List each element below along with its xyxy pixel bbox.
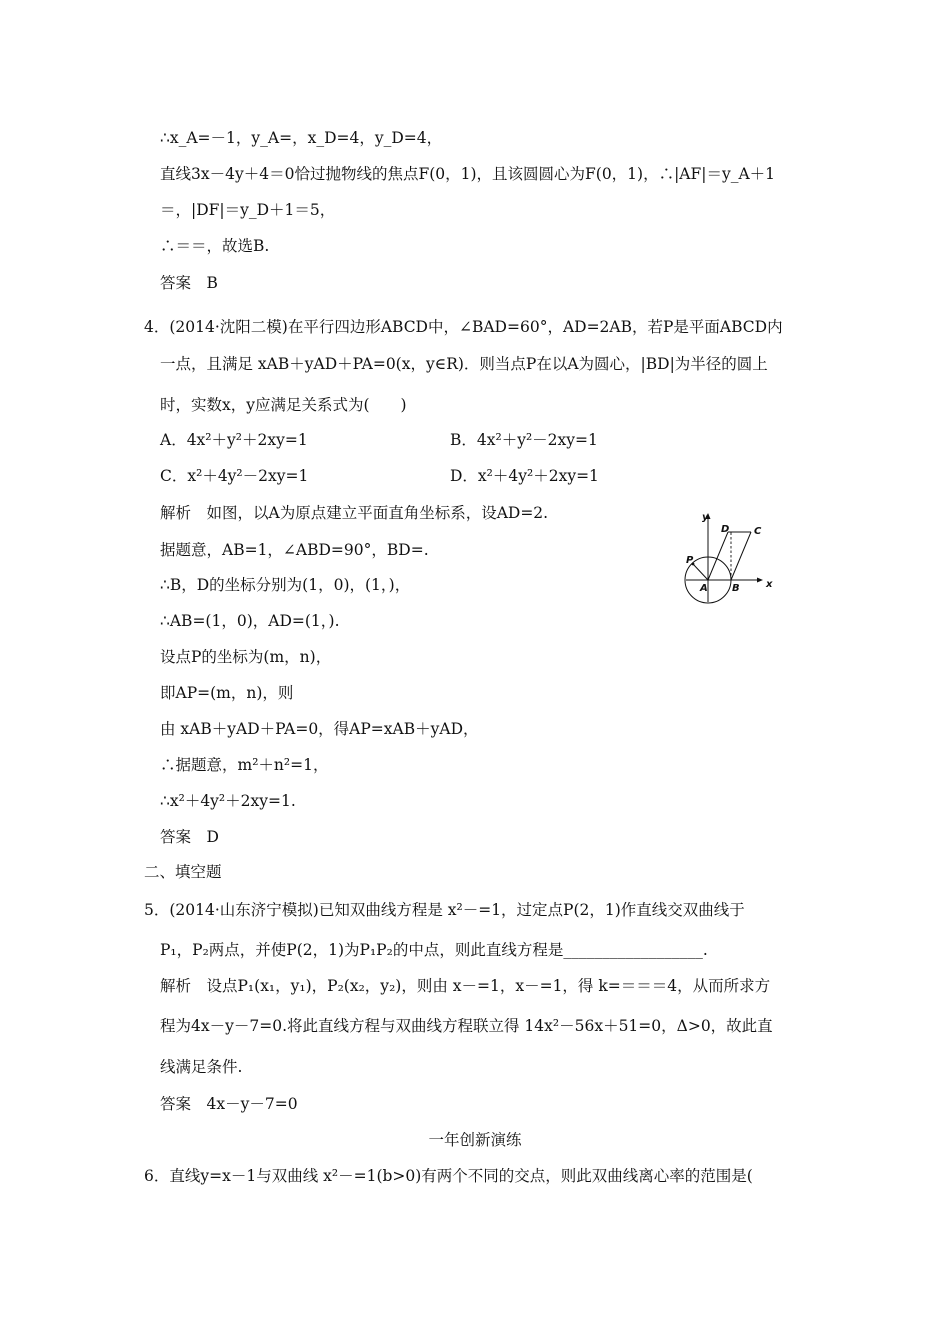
q5-analysis-1: 解析 设点P₁(x₁，y₁)，P₂(x₂，y₂)，则由 x－=1，x－=1，得 k=＝＝＝4，从而所求方: [160, 977, 771, 995]
section-title: 一年创新演练: [428, 1131, 522, 1149]
label-x: x: [766, 579, 773, 590]
segment-ad: [708, 532, 728, 580]
label-y: y: [702, 512, 709, 523]
x-axis-arrow: [757, 578, 763, 583]
line-3: ＝，|DF|＝y_D＋1＝5，: [160, 201, 336, 219]
q5-line-2: P₁，P₂两点，并使P(2，1)为P₁P₂的中点，则此直线方程是__________________.: [160, 941, 708, 959]
q6-line-1: 6．直线y=x－1与双曲线 x²－=1(b>0)有两个不同的交点，则此双曲线离心率的范围是(: [144, 1167, 753, 1185]
q4-option-d: D．x²＋4y²＋2xy=1: [450, 467, 599, 485]
q4-analysis-7: 由 xAB＋yAD＋PA=0，得AP=xAB＋yAD，: [160, 720, 479, 738]
line-4: ∴＝＝，故选B.: [160, 237, 270, 255]
q4-line-1: 4．(2014·沈阳二模)在平行四边形ABCD中，∠BAD=60°，AD=2AB，若P是平面ABCD内: [144, 318, 783, 336]
q4-analysis-8: ∴据题意，m²＋n²=1，: [160, 756, 329, 774]
line-1: ∴x_A=－1，y_A=，x_D=4，y_D=4，: [160, 129, 443, 147]
q4-option-b: B．4x²＋y²－2xy=1: [450, 431, 598, 449]
answer-3: 答案 B: [160, 274, 218, 292]
q5-analysis-2: 程为4x－y－7=0.将此直线方程与双曲线方程联立得 14x²－56x＋51=0，Δ>0，故此直: [160, 1017, 773, 1035]
line-2: 直线3x－4y＋4＝0恰过抛物线的焦点F(0，1)，且该圆圆心为F(0，1)，∴|AF|＝y_A＋1: [160, 165, 776, 183]
q5-analysis-3: 线满足条件.: [160, 1058, 243, 1076]
q4-line-2: 一点，且满足 xAB＋yAD＋PA=0(x，y∈R)．则当点P在以A为圆心，|BD|为半径的圆上: [160, 355, 768, 373]
q4-analysis-5: 设点P的坐标为(m，n)，: [160, 648, 332, 666]
answer-5: 答案 4x－y－7=0: [160, 1095, 298, 1113]
q4-analysis-2: 据题意，AB=1，∠ABD=90°，BD=.: [160, 541, 429, 559]
q4-analysis-4: ∴AB=(1，0)，AD=(1，).: [160, 612, 340, 630]
q4-option-a: A．4x²＋y²＋2xy=1: [160, 431, 308, 449]
q4-option-c: C．x²＋4y²－2xy=1: [160, 467, 309, 485]
segment-ap: [693, 564, 708, 580]
q4-analysis-6: 即AP=(m，n)，则: [160, 684, 294, 702]
label-a: A: [700, 583, 708, 594]
label-b: B: [732, 583, 740, 594]
q4-analysis-9: ∴x²＋4y²＋2xy=1.: [160, 792, 296, 810]
answer-4: 答案 D: [160, 828, 219, 846]
q4-analysis-3: ∴B，D的坐标分别为(1，0)，(1，)，: [160, 576, 411, 594]
q4-analysis-1: 解析 如图，以A为原点建立平面直角坐标系，设AD=2.: [160, 504, 549, 522]
label-p: P: [686, 555, 694, 566]
section-heading: 二、填空题: [144, 863, 222, 881]
label-c: C: [754, 526, 762, 537]
label-d: D: [721, 524, 730, 535]
coordinate-figure: [683, 510, 783, 606]
q4-line-3: 时，实数x，y应满足关系式为( ): [160, 396, 407, 414]
segment-cb: [731, 532, 751, 580]
q5-line-1: 5．(2014·山东济宁模拟)已知双曲线方程是 x²－=1，过定点P(2，1)作直线交双曲线于: [144, 901, 745, 919]
